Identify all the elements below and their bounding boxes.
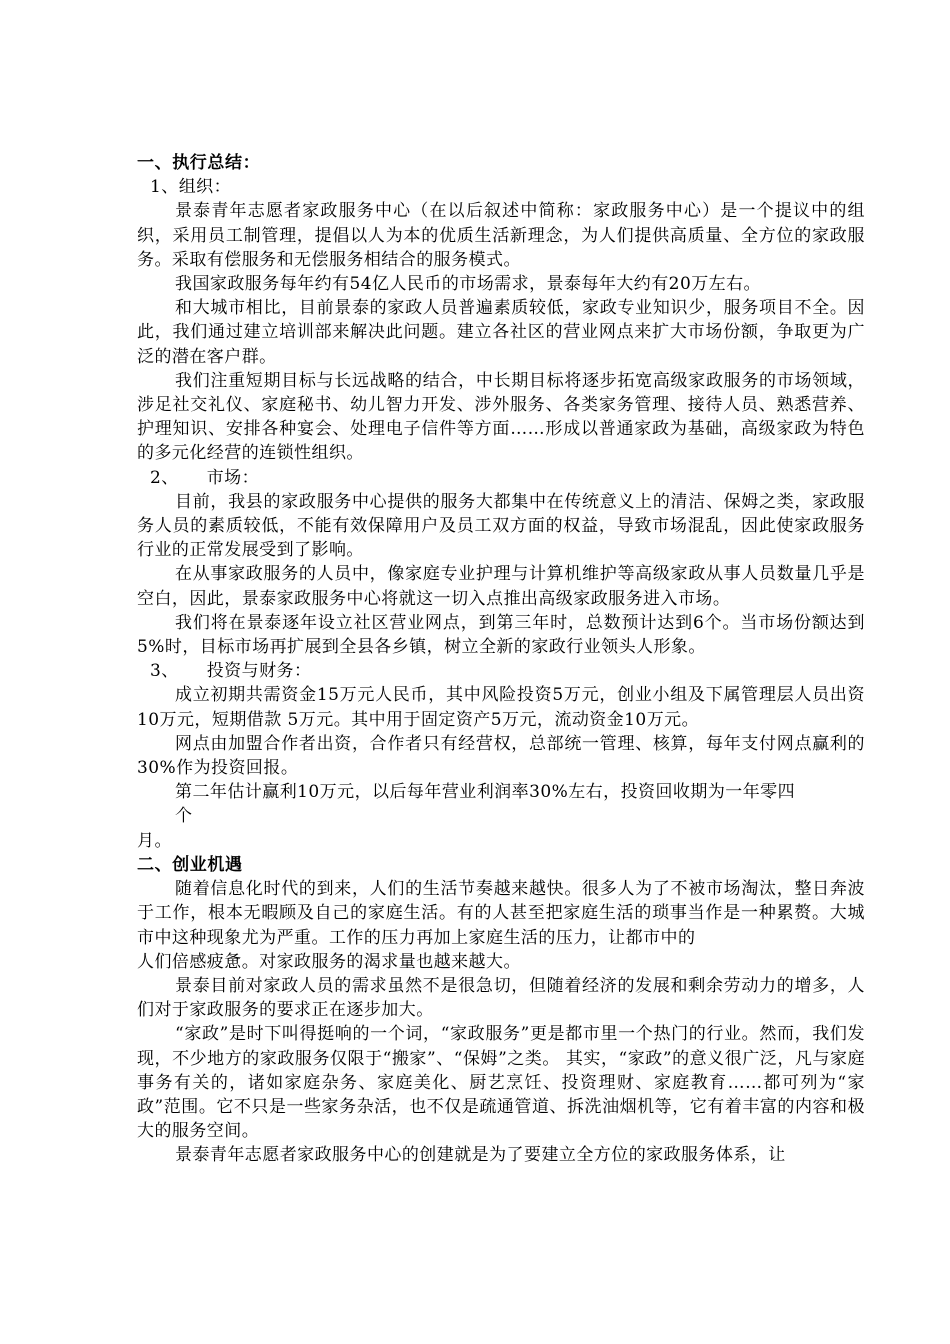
section-heading-business-opportunity: 二、创业机遇 [137, 854, 243, 875]
paragraph: 景泰青年志愿者家政服务中心（在以后叙述中简称：家政服务中心）是一个提议中的组织，采用员工制管理，提倡以人为本的优质生活新理念，为人们提供高质量、全方位的家政服务。采取有偿服务和无偿服务相结合的服务模式。 [137, 201, 865, 270]
subsection-title: 投资与财务： [206, 661, 312, 682]
paragraph: 景泰目前对家政人员的需求虽然不是很急切，但随着经济的发展和剩余劳动力的增多，人们对于家政服务的要求正在逐步加大。 [137, 975, 865, 1021]
subsection-heading-investment-finance [137, 659, 865, 683]
section-heading-executive-summary: 一、执行总结： [137, 153, 261, 173]
paragraph: 我们注重短期目标与长远战略的结合，中长期目标将逐步拓宽高级家政服务的市场领域，涉足社交礼仪、家庭秘书、幼儿智力开发、涉外服务、各类家务管理、接待人员、熟悉营养、护理知识、安排各种宴会、处理电子信件等方面……形成以普通家政为基础，高级家政为特色的多元化经营的连锁性组织。 [137, 370, 865, 464]
subsection-heading-market [137, 466, 865, 490]
paragraph: 网点由加盟合作者出资，合作者只有经营权，总部统一管理、核算，每年支付网点赢利的30%作为投资回报。 [137, 733, 865, 779]
paragraph: 成立初期共需资金15万元人民币，其中风险投资5万元，创业小组及下属管理层人员出资10万元，短期借款 5万元。其中用于固定资产5万元，流动资金10万元。 [137, 685, 865, 730]
subsection-number: 2、 [150, 467, 179, 488]
paragraph: 景泰青年志愿者家政服务中心的创建就是为了要建立全方位的家政服务体系，让 [175, 1145, 786, 1166]
paragraph: “家政”是时下叫得挺响的一个词，“家政服务”更是都市里一个热门的行业。然而，我们发现，不少地方的家政服务仅限于“搬家”、“保姆”之类。 其实，“家政”的意义很广泛，凡与家庭事务有关的，诸如家庭杂务、家庭美化、厨艺烹饪、投资理财、家庭教育……都可列为“家政”范围。它不只是一些家务杂活，也不仅是疏通管道、拆洗油烟机等，它有着丰富的内容和极大的服务空间。 [137, 1024, 865, 1142]
paragraph: 目前，我县的家政服务中心提供的服务大都集中在传统意义上的清洁、保姆之类，家政服务人员的素质较低，不能有效保障用户及员工双方面的权益，导致市场混乱，因此使家政服务行业的正常发展受到了影响。 [137, 491, 865, 561]
document-body [137, 151, 865, 1168]
paragraph-line: 个 [175, 806, 193, 827]
paragraph-line: 人们倍感疲惫。对家政服务的渴求量也越来越大。 [137, 951, 521, 972]
paragraph: 和大城市相比，目前景泰的家政人员普遍素质较低，家政专业知识少，服务项目不全。因此，我们通过建立培训部来解决此问题。建立各社区的营业网点来扩大市场份额，争取更为广泛的潜在客户群。 [137, 298, 865, 367]
paragraph: 我国家政服务每年约有54亿人民币的市场需求，景泰每年大约有20万左右。 [175, 274, 762, 295]
subsection-title: 市场： [206, 467, 260, 488]
paragraph: 随着信息化时代的到来，人们的生活节奏越来越快。很多人为了不被市场淘汰，整日奔波于工作，根本无暇顾及自己的家庭生活。有的人甚至把家庭生活的琐事当作是一种累赘。大城市中这种现象尤为严重。工作的压力再加上家庭生活的压力，让都市中的 [137, 879, 865, 948]
subsection-number: 3、 [150, 661, 179, 682]
paragraph-line: 第二年估计赢利10万元，以后每年营业利润率30%左右，投资回收期为一年零四 [175, 782, 796, 803]
subsection-heading-organization: 1、组织： [150, 177, 232, 198]
paragraph-line: 月。 [137, 830, 172, 851]
paragraph: 在从事家政服务的人员中，像家庭专业护理与计算机维护等高级家政从事人员数量几乎是空白，因此，景泰家政服务中心将就这一切入点推出高级家政服务进入市场。 [137, 564, 865, 609]
paragraph: 我们将在景泰逐年设立社区营业网点，到第三年时，总数预计达到6个。当市场份额达到5%时，目标市场再扩展到全县各乡镇，树立全新的家政行业领头人形象。 [137, 612, 865, 658]
